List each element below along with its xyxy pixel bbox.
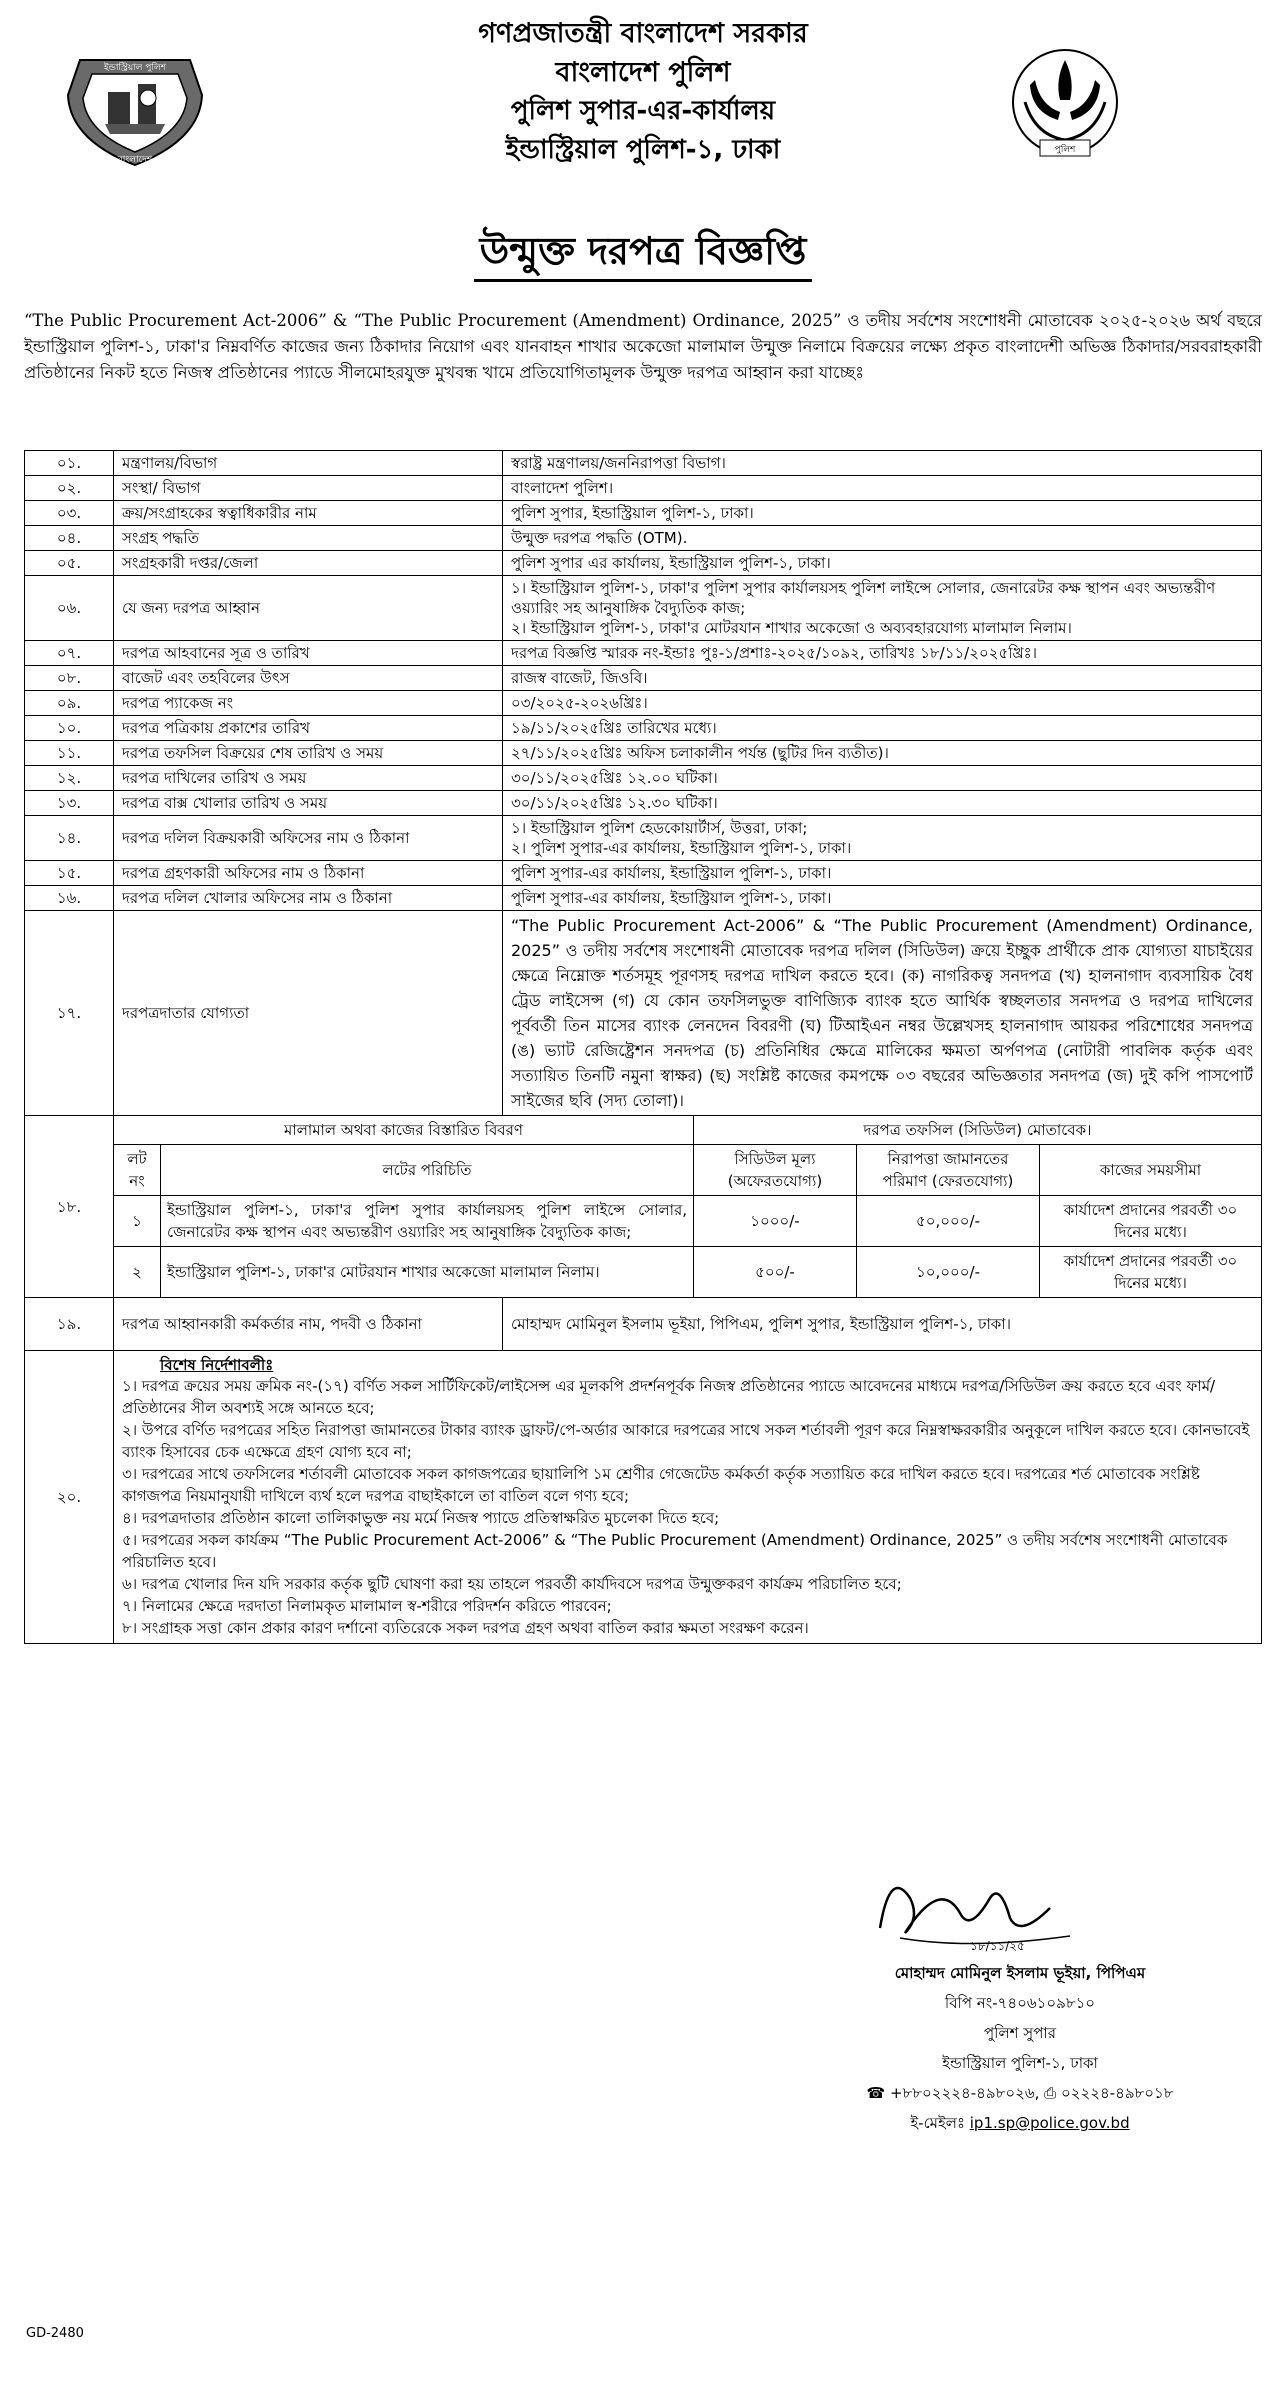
lot-number: ২ — [114, 1247, 161, 1298]
instruction-item: ৬। দরপত্র খোলার দিন যদি সরকার কর্তৃক ছুটি ঘোষণা করা হয় তাহলে পরবর্তী কার্যদিবসে দরপত্র উন্মুক্তকরণ কার্যক্রম পরিচালিত হবে; — [122, 1575, 902, 1593]
row-value — [503, 451, 1262, 476]
contact-line — [760, 2078, 1280, 2108]
lot-number: ১ — [114, 1196, 161, 1247]
row-value-text: পুলিশ সুপার-এর কার্যালয়, ইন্ডাস্ট্রিয়াল পুলিশ-১, ঢাকা। — [511, 889, 832, 907]
row-value-text-2: ২। ইন্ডাস্ট্রিয়াল পুলিশ-১, ঢাকা'র মোটরযান শাখার অকেজো ও অব্যবহারযোগ্য মালামাল নিলাম। — [511, 619, 1072, 637]
row-label: সংগ্রহ পদ্ধতি — [114, 526, 503, 551]
instruction-item: ৮। সংগ্রাহক সত্তা কোন প্রকার কারণ দর্শানো ব্যতিরেকে সকল দরপত্র গ্রহণ অথবা বাতিল করার ক্ষমতা সংরক্ষণ করেন। — [122, 1619, 809, 1637]
row-value-text: ১৯/১১/২০২৫খ্রিঃ তারিখের মধ্যে। — [511, 719, 717, 737]
lot-time: কার্যাদেশ প্রদানের পরবর্তী ৩০ দিনের মধ্যে। — [1040, 1247, 1262, 1298]
row-value-text: “The Public Procurement Act-2006” & “The Public Procurement (Amendment) Ordinance, 2025” ও তদীয় সর্বশেষ সংশোধনী মোতাবেক দরপত্র দলিল (সিডিউল) ক্রয়ে ইচ্ছুক প্রার্থীকে প্রাক যোগ্যতা যাচাইয়ের ক্ষেত্রে নিম্নোক্ত শর্তসমূহ পূরণসহ দরপত্র দাখিল করতে হবে। (ক) নাগরিকত্ব সনদপত্র (খ) হালনাগাদ ব্যবসায়িক বৈধ ট্রেড লাইসেন্স (গ) যে কোন তফসিলভুক্ত বাণিজ্যিক ব্যাংক হতে আর্থিক স্বচ্ছলতার সনদপত্র ও দরপত্র দাখিলের পূর্ববর্তী তিন মাসের ব্যাংক লেনদেন বিবরণী (ঘ) টিআইএন নম্বর উল্লেখসহ হালনাগাদ আয়কর পরিশোধের সনদপত্র (ঙ) ভ্যাট রেজিষ্ট্রেশন সনদপত্র (চ) প্রতিনিধির ক্ষেত্রে মালিকের ক্ষমতা অর্পণপত্র (নোটারী পাবলিক কর্তৃক এবং সত্যায়িত তিনটি নমুনা স্বাক্ষর) (ছ) সংশ্লিষ্ট কাজের কমপক্ষে ০৩ বছরের অভিজ্ঞতার সনদপত্র (জ) দুই কপি পাসপোর্ট সাইজের ছবি (সদ্য তোলা)। — [511, 916, 1253, 1110]
signatory-bp-number: বিপি নং-৭৪০৬১০৯৮১০ — [944, 1994, 1096, 2012]
row-label: দরপত্র প্যাকেজ নং — [114, 691, 503, 716]
row-value — [503, 526, 1262, 551]
table-row — [25, 501, 1262, 526]
instruction-item: ৭। নিলামের ক্ষেত্রে দরদাতা নিলামকৃত মালামাল স্ব-শরীরে পরিদর্শন করিতে পারবেন; — [122, 1597, 612, 1615]
row-value-text: স্বরাষ্ট্র মন্ত্রণালয়/জননিরাপত্তা বিভাগ। — [511, 454, 726, 472]
row-number: ০৯. — [25, 691, 114, 716]
table-row-20 — [25, 1351, 1262, 1644]
row-number: ১৪. — [25, 816, 114, 861]
row-value — [503, 476, 1262, 501]
row-value-text: ১। ইন্ডাস্ট্রিয়াল পুলিশ হেডকোয়ার্টার্স, উত্তরা, ঢাকা; — [511, 819, 808, 837]
table-row — [25, 476, 1262, 501]
instructions-title: বিশেষ নির্দেশাবলীঃ — [160, 1356, 274, 1374]
row-value — [503, 861, 1262, 886]
table-row — [25, 816, 1262, 861]
row-number: ১৯. — [25, 1298, 114, 1351]
lot-description: ইন্ডাস্ট্রিয়াল পুলিশ-১, ঢাকা'র পুলিশ সুপার কার্যালয়সহ পুলিশ লাইন্সে সোলার, জেনারেটর কক্ষ স্থাপন এবং অভ্যন্তরীণ ওয়্যারিং সহ আনুষাঙ্গিক বৈদ্যুতিক কাজ; — [161, 1196, 694, 1247]
row-label: দরপত্র আহ্বানকারী কর্মকর্তার নাম, পদবী ও ঠিকানা — [114, 1298, 503, 1351]
signature-scribble — [820, 1858, 1100, 1958]
signatory-office: ইন্ডাস্ট্রিয়াল পুলিশ-১, ঢাকা — [942, 2054, 1098, 2072]
lot-time: কার্যাদেশ প্রদানের পরবর্তী ৩০ দিনের মধ্যে। — [1040, 1196, 1262, 1247]
phone-icon: ☎ — [866, 2084, 886, 2102]
lot-row — [114, 1196, 1261, 1247]
row-value — [503, 791, 1262, 816]
phone-number: +৮৮০২২২৪-৪৯৮০২৬, — [889, 2084, 1040, 2102]
page-title — [0, 222, 1286, 286]
table-row — [25, 791, 1262, 816]
lot-row — [114, 1247, 1261, 1298]
fax-icon: ⎙ — [1044, 2084, 1057, 2102]
lot-table-head-right: দরপত্র তফসিল (সিডিউল) মোতাবেক। — [694, 1116, 1262, 1145]
table-row-19 — [25, 1298, 1262, 1351]
row-number: ০৮. — [25, 666, 114, 691]
row-value-text: বাংলাদেশ পুলিশ। — [511, 479, 614, 497]
row-value-text: ১। ইন্ডাস্ট্রিয়াল পুলিশ-১, ঢাকা'র পুলিশ সুপার কার্যালয়সহ পুলিশ লাইন্সে সোলার, জেনারেটর কক্ষ স্থাপন এবং অভ্যন্তরীণ ওয়্যারিং সহ আনুষাঙ্গিক বৈদ্যুতিক কাজ; — [511, 579, 1216, 617]
row-label: দরপত্র দাখিলের তারিখ ও সময় — [114, 766, 503, 791]
instruction-item: ১। দরপত্র ক্রয়ের সময় ক্রমিক নং-(১৭) বর্ণিত সকল সার্টিফিকেট/লাইসেন্স এর মূলকপি প্রদর্শনপূর্বক নিজস্ব প্রতিষ্ঠানের প্যাডে আবেদনের মাধ্যমে দরপত্র/সিডিউল ক্রয় করতে হবে এবং ফার্ম/প্রতিষ্ঠানের সীল অবশ্যই সঙ্গে আনতে হবে; — [122, 1377, 1216, 1417]
col-lot-no: লট নং — [114, 1145, 161, 1196]
instruction-item: ৩। দরপত্রের সাথে তফসিলের শর্তাবলী মোতাবেক সকল কাগজপত্রের ছায়ালিপি ১ম শ্রেণীর গেজেটেড কর্মকর্তা কর্তৃক সত্যায়িত করে দাখিল করতে হবে। দরপত্রের শর্ত মোতাবেক সংশ্লিষ্ট কাগজপত্র নিয়মানুযায়ী দাখিলে ব্যর্থ হলে দরপত্র বাছাইকালে তা বাতিল বলে গণ্য হবে; — [122, 1465, 1200, 1505]
row-label: যে জন্য দরপত্র আহ্বান — [114, 576, 503, 641]
col-security-amount: নিরাপত্তা জামানতের পরিমাণ (ফেরতযোগ্য) — [857, 1145, 1040, 1196]
gd-code: GD-2480 — [26, 2326, 84, 2341]
svg-text:ইন্ডাস্ট্রিয়াল পুলিশ: ইন্ডাস্ট্রিয়াল পুলিশ — [103, 63, 167, 73]
government-name: গণপ্রজাতন্ত্রী বাংলাদেশ সরকার — [478, 18, 808, 49]
row-value-text: ৩০/১১/২০২৫খ্রিঃ ১২.০০ ঘটিকা। — [511, 769, 718, 787]
row-number: ০৭. — [25, 641, 114, 666]
table-row — [25, 551, 1262, 576]
row-value-text-2: ২। পুলিশ সুপার-এর কার্যালয়, ইন্ডাস্ট্রিয়াল পুলিশ-১, ঢাকা। — [511, 839, 852, 857]
row-label: দরপত্র তফসিল বিক্রয়ের শেষ তারিখ ও সময় — [114, 741, 503, 766]
table-row — [25, 451, 1262, 476]
lot-description: ইন্ডাস্ট্রিয়াল পুলিশ-১, ঢাকা'র মোটরযান শাখার অকেজো মালামাল নিলাম। — [161, 1247, 694, 1298]
letterhead — [0, 14, 1286, 170]
signatory-designation: পুলিশ সুপার — [984, 2024, 1056, 2042]
row-value — [503, 816, 1262, 861]
row-value — [503, 501, 1262, 526]
row-value — [503, 886, 1262, 911]
lot-security: ৫০,০০০/- — [857, 1196, 1040, 1247]
row-label: দরপত্রদাতার যোগ্যতা — [114, 911, 503, 1116]
row-number: ১৫. — [25, 861, 114, 886]
table-row — [25, 691, 1262, 716]
row-value — [503, 551, 1262, 576]
row-label: ক্রয়/সংগ্রাহকের স্বত্বাধিকারীর নাম — [114, 501, 503, 526]
fax-number: ০২২২৪-৪৯৮০১৮ — [1060, 2084, 1174, 2102]
row-number: ১৩. — [25, 791, 114, 816]
email-label: ই-মেইলঃ — [910, 2114, 965, 2132]
row-number: ১৬. — [25, 886, 114, 911]
col-work-time: কাজের সময়সীমা — [1040, 1145, 1262, 1196]
table-row — [25, 911, 1262, 1116]
row-label: সংগ্রহকারী দপ্তর/জেলা — [114, 551, 503, 576]
signatory-name: মোহাম্মদ মোমিনুল ইসলাম ভূইয়া, পিপিএম — [894, 1964, 1146, 1982]
table-row — [25, 666, 1262, 691]
tender-details-table — [24, 450, 1262, 1644]
unit-name: ইন্ডাস্ট্রিয়াল পুলিশ-১, ঢাকা — [505, 135, 781, 165]
office-name: পুলিশ সুপার-এর-কার্যালয় — [510, 96, 776, 126]
department-name: বাংলাদেশ পুলিশ — [555, 57, 731, 88]
row-value — [503, 716, 1262, 741]
row-number: ০২. — [25, 476, 114, 501]
svg-text:১৮/১১/২৫: ১৮/১১/২৫ — [970, 1939, 1025, 1953]
special-instructions — [114, 1351, 1262, 1644]
row-number: ০১. — [25, 451, 114, 476]
row-label: দরপত্র পত্রিকায় প্রকাশের তারিখ — [114, 716, 503, 741]
instruction-item: ২। উপরে বর্ণিত দরপত্রের সহিত নিরাপত্তা জামানতের টাকার ব্যাংক ড্রাফট/পে-অর্ডার আকারে দরপত্রের সাথে সকল শর্তাবলী পূরণ করে নিম্নস্বাক্ষরকারীর অনুকূলে দাখিল করতে হবে। কোনভাবেই ব্যাংক হিসাবের চেক এক্ষেত্রে গ্রহণ যোগ্য হবে না; — [122, 1421, 1250, 1461]
table-row-18 — [25, 1116, 1262, 1298]
row-label: দরপত্র দলিল খোলার অফিসের নাম ও ঠিকানা — [114, 886, 503, 911]
row-value-text: ০৩/২০২৫-২০২৬খ্রিঃ। — [511, 694, 648, 712]
signatory-block — [760, 1958, 1280, 2138]
table-row — [25, 641, 1262, 666]
row-value — [503, 741, 1262, 766]
table-row — [25, 886, 1262, 911]
lot-table-head-left: মালামাল অথবা কাজের বিস্তারিত বিবরণ — [114, 1116, 694, 1145]
email-link[interactable]: ip1.sp@police.gov.bd — [969, 2114, 1130, 2132]
instruction-item: ৫। দরপত্রের সকল কার্যক্রম “The Public Procurement Act-2006” & “The Public Procurement (Amendment) Ordinance, 2025” ও তদীয় সর্বশেষ সংশোধনী মোতাবেক পরিচালিত হবে। — [122, 1531, 1228, 1571]
row-number: ১০. — [25, 716, 114, 741]
table-row — [25, 576, 1262, 641]
row-value — [503, 576, 1262, 641]
row-number: ২০. — [25, 1351, 114, 1644]
row-value: মোহাম্মদ মোমিনুল ইসলাম ভূইয়া, পিপিএম, পুলিশ সুপার, ইন্ডাস্ট্রিয়াল পুলিশ-১, ঢাকা। — [503, 1298, 1262, 1351]
row-label: মন্ত্রণালয়/বিভাগ — [114, 451, 503, 476]
row-value-text: ৩০/১১/২০২৫খ্রিঃ ১২.৩০ ঘটিকা। — [511, 794, 718, 812]
row-number: ০৩. — [25, 501, 114, 526]
row-value — [503, 641, 1262, 666]
row-value-text: পুলিশ সুপার, ইন্ডাস্ট্রিয়াল পুলিশ-১, ঢাকা। — [511, 504, 754, 522]
row-number: ১৮. — [25, 1116, 114, 1298]
intro-paragraph: “The Public Procurement Act-2006” & “The Public Procurement (Amendment) Ordinance, 2025” ও তদীয় সর্বশেষ সংশোধনী মোতাবেক ২০২৫-২০২৬ অর্থ বছরে ইন্ডাস্ট্রিয়াল পুলিশ-১, ঢাকা'র নিম্নবর্ণিত কাজের জন্য ঠিকাদার নিয়োগ এবং যানবাহন শাখার অকেজো মালামাল উন্মুক্ত নিলামে বিক্রয়ের লক্ষ্যে প্রকৃত বাংলাদেশী অভিজ্ঞ ঠিকাদার/সরবরাহকারী প্রতিষ্ঠানের নিকট হতে নিজস্ব প্রতিষ্ঠানের প্যাডে সীলমোহরযুক্ত মুখবন্ধ খামে প্রতিযোগিতামূলক উন্মুক্ত দরপত্র আহ্বান করা যাচ্ছেঃ — [24, 311, 1262, 382]
row-label: বাজেট এবং তহবিলের উৎস — [114, 666, 503, 691]
table-row — [25, 766, 1262, 791]
row-value-text: পুলিশ সুপার-এর কার্যালয়, ইন্ডাস্ট্রিয়াল পুলিশ-১, ঢাকা। — [511, 864, 832, 882]
row-number: ১৭. — [25, 911, 114, 1116]
email-line — [760, 2108, 1280, 2138]
row-label: দরপত্র আহবানের সূত্র ও তারিখ — [114, 641, 503, 666]
page-title-text: উন্মুক্ত দরপত্র বিজ্ঞপ্তি — [474, 229, 813, 282]
col-schedule-price: সিডিউল মূল্য (অফেরতযোগ্য) — [694, 1145, 857, 1196]
row-label: সংস্থা/ বিভাগ — [114, 476, 503, 501]
table-row — [25, 716, 1262, 741]
row-value — [503, 691, 1262, 716]
lot-price: ১০০০/- — [694, 1196, 857, 1247]
row-number: ০৫. — [25, 551, 114, 576]
row-label: দরপত্র দলিল বিক্রয়কারী অফিসের নাম ও ঠিকানা — [114, 816, 503, 861]
row-number: ০৬. — [25, 576, 114, 641]
row-value-text: পুলিশ সুপার এর কার্যালয়, ইন্ডাস্ট্রিয়াল পুলিশ-১, ঢাকা। — [511, 554, 831, 572]
table-row — [25, 741, 1262, 766]
table-row — [25, 526, 1262, 551]
instructions-list — [122, 1375, 1253, 1639]
row-label: দরপত্র গ্রহণকারী অফিসের নাম ও ঠিকানা — [114, 861, 503, 886]
row-number: ১২. — [25, 766, 114, 791]
row-value-text: দরপত্র বিজ্ঞপ্তি স্মারক নং-ইন্ডাঃ পুঃ-১/প্রশাঃ-২০২৫/১০৯২, তারিখঃ ১৮/১১/২০২৫খ্রিঃ। — [511, 644, 1038, 662]
row-value-text: ২৭/১১/২০২৫খ্রিঃ অফিস চলাকালীন পর্যন্ত (ছুটির দিন ব্যতীত)। — [511, 744, 889, 762]
row-number: ০৪. — [25, 526, 114, 551]
row-value — [503, 911, 1262, 1116]
row-value-text: উন্মুক্ত দরপত্র পদ্ধতি (OTM). — [511, 529, 688, 547]
row-value-text: রাজস্ব বাজেট, জিওবি। — [511, 669, 648, 687]
row-value — [503, 666, 1262, 691]
row-number: ১১. — [25, 741, 114, 766]
lot-table — [114, 1116, 1261, 1297]
row-value — [503, 766, 1262, 791]
instruction-item: ৪। দরপত্রদাতার প্রতিষ্ঠান কালো তালিকাভুক্ত নয় মর্মে নিজস্ব প্যাডে প্রতিস্বাক্ষরিত মুচলেকা দিতে হবে; — [122, 1509, 720, 1527]
row-label: দরপত্র বাক্স খোলার তারিখ ও সময় — [114, 791, 503, 816]
table-row — [25, 861, 1262, 886]
lot-price: ৫০০/- — [694, 1247, 857, 1298]
lot-security: ১০,০০০/- — [857, 1247, 1040, 1298]
col-lot-desc: লটের পরিচিতি — [161, 1145, 694, 1196]
svg-text:বাংলাদেশ: বাংলাদেশ — [117, 155, 153, 165]
svg-text:পুলিশ: পুলিশ — [1054, 145, 1076, 155]
